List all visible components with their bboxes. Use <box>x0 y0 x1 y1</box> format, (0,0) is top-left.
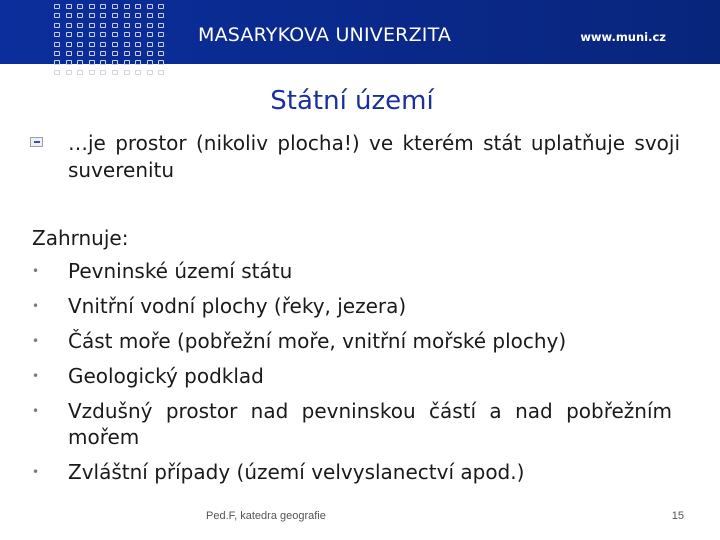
logo-dot <box>112 4 118 9</box>
logo-dot <box>89 70 95 75</box>
list-item-text: Zvláštní případy (území velvyslanectví apod.) <box>68 460 525 484</box>
logo-dot <box>66 51 72 56</box>
definition-bullet-icon <box>30 137 43 147</box>
logo-dot <box>147 32 153 37</box>
logo-dot <box>89 32 95 37</box>
list-item-text: Vnitřní vodní plochy (řeky, jezera) <box>68 294 407 318</box>
logo-dot <box>66 4 72 9</box>
logo-dot <box>77 60 83 65</box>
bullet-icon: • <box>32 369 40 383</box>
bullet-icon: • <box>32 404 40 418</box>
list-item <box>32 398 672 450</box>
logo-dot <box>77 32 83 37</box>
list-item <box>32 258 672 284</box>
logo-dot <box>54 13 60 18</box>
list-item <box>32 363 672 389</box>
university-logo-dots <box>54 4 170 80</box>
logo-dot <box>112 13 118 18</box>
logo-dot <box>147 4 153 9</box>
logo-dot <box>135 32 141 37</box>
logo-dot <box>135 60 141 65</box>
logo-dot <box>100 60 106 65</box>
list-item-text: Část moře (pobřežní moře, vnitřní mořské plochy) <box>68 329 567 353</box>
logo-dot <box>135 4 141 9</box>
logo-dot <box>100 42 106 47</box>
university-url: www.muni.cz <box>580 30 666 44</box>
logo-dot <box>54 23 60 28</box>
logo-dot <box>100 32 106 37</box>
logo-dot <box>135 23 141 28</box>
logo-dot <box>54 4 60 9</box>
logo-dot <box>89 60 95 65</box>
list-item <box>32 459 672 485</box>
logo-dot <box>66 23 72 28</box>
bullet-icon: • <box>32 299 40 313</box>
logo-dot <box>124 13 130 18</box>
logo-dot <box>135 13 141 18</box>
list-item-text: Vzdušný prostor nad pevninskou částí a nad pobřežním mořem <box>68 399 672 449</box>
logo-dot <box>100 51 106 56</box>
logo-dot <box>100 23 106 28</box>
logo-dot <box>77 70 83 75</box>
logo-dot <box>124 70 130 75</box>
logo-dot <box>112 32 118 37</box>
logo-dot <box>66 32 72 37</box>
logo-dot <box>158 51 164 56</box>
logo-dot <box>147 70 153 75</box>
logo-dot <box>89 42 95 47</box>
logo-dot <box>112 60 118 65</box>
logo-dot <box>147 51 153 56</box>
logo-dot <box>147 42 153 47</box>
slide-header <box>0 0 720 64</box>
logo-dot <box>100 70 106 75</box>
logo-dot <box>147 60 153 65</box>
logo-dot <box>147 13 153 18</box>
logo-dot <box>124 23 130 28</box>
logo-dot <box>100 4 106 9</box>
logo-dot <box>124 32 130 37</box>
logo-dot <box>158 4 164 9</box>
logo-dot <box>54 42 60 47</box>
logo-dot <box>135 70 141 75</box>
logo-dot <box>158 23 164 28</box>
slide-title-text: Státní území <box>270 86 434 116</box>
logo-dot <box>158 70 164 75</box>
logo-dot <box>77 13 83 18</box>
logo-dot <box>89 23 95 28</box>
logo-dot <box>54 70 60 75</box>
logo-dot <box>77 23 83 28</box>
logo-dot <box>124 42 130 47</box>
logo-dot <box>158 32 164 37</box>
logo-dot <box>66 42 72 47</box>
logo-dot <box>112 51 118 56</box>
bullet-icon: • <box>32 264 40 278</box>
section-label: Zahrnuje: <box>32 226 129 250</box>
bullet-icon: • <box>32 334 40 348</box>
logo-dot <box>89 4 95 9</box>
logo-dot <box>112 70 118 75</box>
logo-dot <box>54 32 60 37</box>
definition-block <box>30 130 680 184</box>
university-name: MASARYKOVA UNIVERZITA <box>198 24 452 46</box>
page-number: 15 <box>671 510 684 522</box>
logo-dot <box>77 51 83 56</box>
logo-dot <box>77 4 83 9</box>
logo-dot <box>89 13 95 18</box>
logo-dot <box>135 51 141 56</box>
logo-dot <box>54 60 60 65</box>
logo-dot <box>158 60 164 65</box>
logo-dot <box>112 42 118 47</box>
logo-dot <box>66 70 72 75</box>
territory-list <box>32 258 672 494</box>
logo-dot <box>158 42 164 47</box>
logo-dot <box>66 13 72 18</box>
logo-dot <box>54 51 60 56</box>
logo-dot <box>147 23 153 28</box>
logo-dot <box>158 13 164 18</box>
bullet-icon: • <box>32 465 40 479</box>
list-item <box>32 293 672 319</box>
footer-text: Ped.F, katedra geografie <box>206 510 326 522</box>
logo-dot <box>66 60 72 65</box>
slide-title <box>0 86 704 116</box>
logo-dot <box>89 51 95 56</box>
logo-dot <box>77 42 83 47</box>
logo-dot <box>112 23 118 28</box>
logo-dot <box>124 60 130 65</box>
logo-dot <box>100 13 106 18</box>
logo-dot <box>124 51 130 56</box>
logo-dot <box>135 42 141 47</box>
definition-text: …je prostor (nikoliv plocha!) ve kterém stát uplatňuje svoji suverenitu <box>68 131 680 182</box>
list-item-text: Geologický podklad <box>68 364 264 388</box>
list-item <box>32 328 672 354</box>
logo-dot <box>124 4 130 9</box>
list-item-text: Pevninské území státu <box>68 259 293 283</box>
